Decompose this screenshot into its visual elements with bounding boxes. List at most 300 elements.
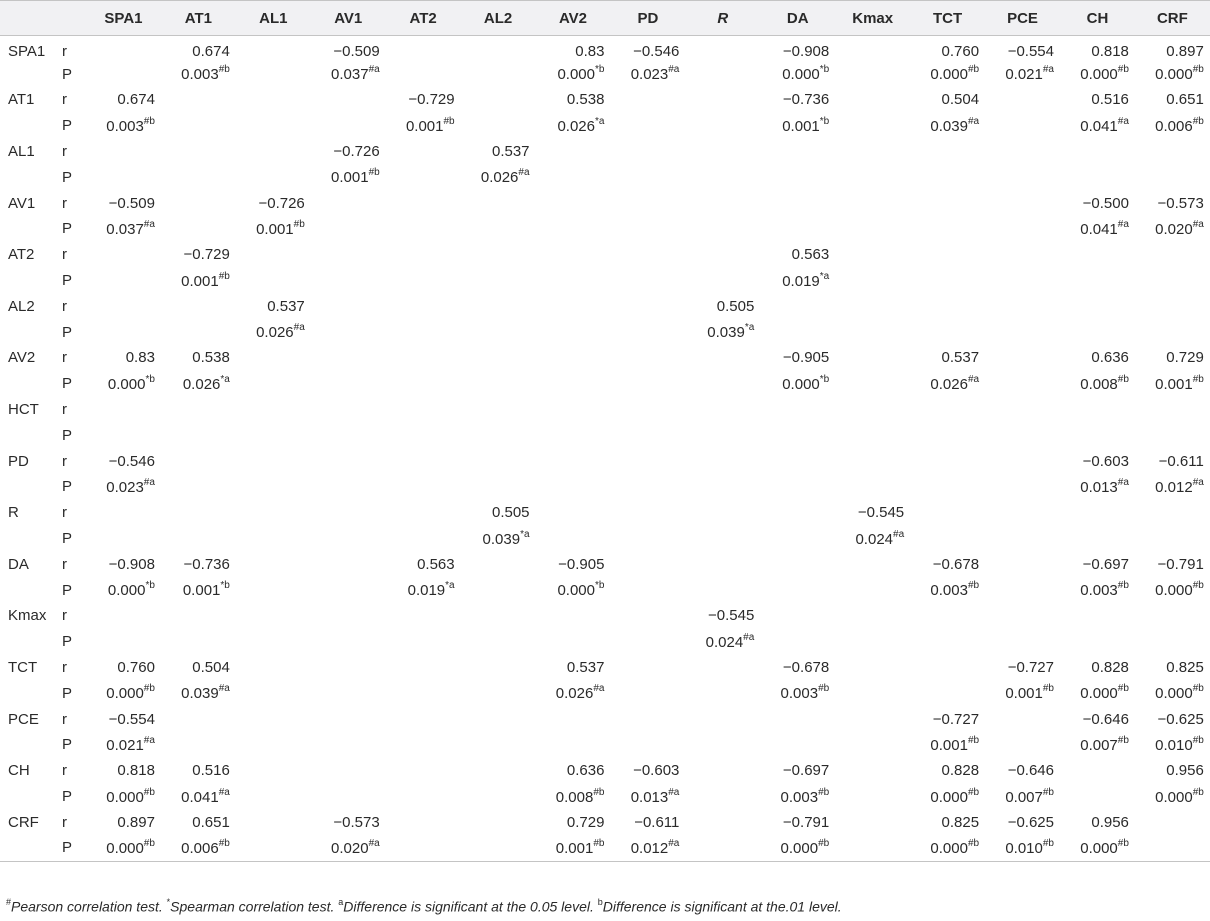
p-value-cell [311, 577, 386, 603]
r-value-cell: −0.545 [857, 504, 905, 522]
p-value-cell [1060, 732, 1135, 758]
column-header: AT2 [386, 1, 461, 36]
r-value-cell [536, 242, 611, 268]
r-value-cell [386, 345, 461, 371]
p-value: 0.037 [106, 220, 144, 238]
p-value-cell [685, 784, 760, 810]
p-value-cell [610, 526, 685, 552]
r-value-cell: 0.636 [1091, 349, 1129, 367]
r-value-cell: 0.825 [1166, 659, 1204, 677]
r-value-cell: −0.727 [1007, 659, 1054, 677]
p-value-cell [1060, 164, 1135, 190]
r-value-cell [685, 706, 760, 732]
significance-marker: #a [967, 115, 980, 127]
p-value: 0.000 [930, 788, 968, 806]
p-value: 0.001 [405, 117, 444, 135]
p-value-cell [236, 629, 311, 655]
r-value-cell [1060, 293, 1135, 319]
r-value-cell [835, 706, 910, 732]
r-value-cell: 0.828 [941, 762, 980, 780]
p-value-cell [985, 268, 1060, 294]
r-value-cell: 0.537 [566, 659, 605, 677]
p-value-cell [1060, 680, 1135, 706]
table-row [0, 422, 1210, 448]
r-value-cell [985, 706, 1060, 732]
p-value: 0.026 [930, 375, 968, 393]
row-variable-label: AT2 [8, 246, 35, 264]
r-value-cell: 0.83 [125, 349, 155, 367]
r-value-cell [461, 603, 536, 629]
table-row [0, 655, 1210, 681]
r-value-cell [86, 242, 161, 268]
r-value-cell: 0.505 [491, 504, 530, 522]
r-value-cell [236, 36, 311, 62]
significance-marker: #b [1042, 786, 1054, 798]
r-label: r [62, 504, 67, 522]
r-value-cell [311, 500, 386, 526]
p-label: P [56, 835, 86, 861]
p-label: P [62, 478, 73, 496]
significance-marker: *b [220, 580, 230, 592]
p-value-cell [161, 784, 236, 810]
significance-marker: #b [818, 786, 830, 798]
r-value-cell [985, 293, 1060, 319]
table-row [0, 474, 1210, 500]
p-value-cell [311, 474, 386, 500]
r-value-cell [985, 551, 1060, 577]
p-value: 0.024 [705, 633, 744, 651]
p-value: 0.000 [106, 788, 144, 806]
r-value-cell [760, 397, 835, 423]
r-value-cell [685, 242, 760, 268]
p-value-cell [685, 526, 760, 552]
r-value-cell: −0.625 [1157, 710, 1204, 728]
r-value-cell: −0.908 [782, 43, 830, 61]
p-value: 0.021 [1005, 66, 1043, 84]
p-value: 0.026 [256, 324, 294, 342]
p-value-cell [461, 732, 536, 758]
table-header [0, 1, 1210, 36]
r-value-cell [311, 551, 386, 577]
p-value-cell [610, 319, 685, 345]
r-value-cell [236, 500, 311, 526]
p-value-cell [386, 216, 461, 242]
p-value-cell [461, 61, 536, 87]
row-variable-label: Kmax [8, 607, 47, 625]
p-value-cell [536, 732, 611, 758]
r-value-cell: −0.509 [333, 43, 380, 61]
r-value-cell [685, 36, 760, 62]
p-value-cell [86, 319, 161, 345]
r-value-cell [536, 448, 611, 474]
footnote-marker: b [597, 897, 603, 907]
p-value-cell [685, 732, 760, 758]
p-value-cell [86, 268, 161, 294]
p-value-cell [536, 268, 611, 294]
p-value-cell [760, 835, 835, 861]
significance-marker: #b [143, 786, 155, 798]
p-value: 0.039 [707, 324, 745, 342]
p-value-cell [760, 371, 835, 397]
p-value-cell [910, 526, 985, 552]
p-value: 0.003 [930, 582, 968, 600]
r-value-cell [685, 190, 760, 216]
p-value-cell [536, 319, 611, 345]
p-value-cell [161, 577, 236, 603]
p-value-cell [86, 680, 161, 706]
r-value-cell [910, 655, 985, 681]
r-value-cell [685, 345, 760, 371]
p-value-cell [1135, 577, 1210, 603]
p-value: 0.000 [106, 839, 144, 857]
p-value-cell [236, 474, 311, 500]
significance-marker: *b [595, 64, 605, 76]
r-value-cell: 0.674 [117, 91, 155, 109]
r-value-cell [311, 758, 386, 784]
r-value-cell [461, 706, 536, 732]
column-header [0, 1, 56, 36]
p-value-cell [1060, 835, 1135, 861]
p-value-cell [1135, 835, 1210, 861]
p-value: 0.013 [1080, 478, 1118, 496]
p-value-cell [161, 113, 236, 139]
p-value-cell [760, 216, 835, 242]
p-value: 0.037 [331, 66, 369, 84]
p-value-cell [760, 474, 835, 500]
r-value-cell [536, 706, 611, 732]
p-value-cell [760, 422, 835, 448]
r-value-cell [536, 345, 611, 371]
r-value-cell [1060, 242, 1135, 268]
r-value-cell [985, 190, 1060, 216]
p-value: 0.012 [1155, 478, 1193, 496]
p-value-cell [311, 216, 386, 242]
table-row [0, 784, 1210, 810]
p-value-cell [1135, 732, 1210, 758]
significance-marker: #b [1192, 373, 1204, 385]
p-value-cell [86, 629, 161, 655]
p-value-cell [236, 268, 311, 294]
r-value-cell: −0.729 [183, 246, 230, 264]
r-value-cell [835, 345, 910, 371]
table-row [0, 164, 1210, 190]
r-value-cell [86, 397, 161, 423]
p-value-cell [386, 113, 461, 139]
r-value-cell [1060, 603, 1135, 629]
p-value-cell [536, 371, 611, 397]
r-value-cell: −0.678 [782, 659, 830, 677]
p-value: 0.000 [782, 375, 820, 393]
p-value-cell [461, 474, 536, 500]
r-value-cell [835, 190, 910, 216]
p-value-cell [835, 835, 910, 861]
p-value-cell [985, 526, 1060, 552]
table-row [0, 603, 1210, 629]
column-header: DA [760, 1, 835, 36]
r-value-cell: 0.83 [575, 43, 605, 61]
r-value-cell [1135, 500, 1210, 526]
r-value-cell [161, 603, 236, 629]
p-value: 0.041 [1080, 220, 1118, 238]
significance-marker: #b [218, 64, 230, 76]
p-value-cell [1135, 268, 1210, 294]
p-value: 0.000 [780, 839, 819, 857]
p-value-cell [461, 835, 536, 861]
p-value: 0.000 [1155, 788, 1193, 806]
r-value-cell: −0.573 [333, 813, 380, 831]
p-value-cell [161, 61, 236, 87]
p-value-cell [461, 784, 536, 810]
significance-marker: #b [593, 837, 605, 849]
p-value: 0.001 [555, 839, 594, 857]
p-value: 0.026 [557, 117, 595, 135]
column-header: AL2 [461, 1, 536, 36]
r-value-cell: −0.500 [1082, 194, 1129, 212]
r-value-cell [685, 809, 760, 835]
p-value-cell [86, 784, 161, 810]
r-value-cell: 0.825 [941, 813, 980, 831]
r-value-cell [386, 758, 461, 784]
r-value-cell: −0.729 [408, 91, 455, 109]
r-value-cell [161, 397, 236, 423]
column-header: AL1 [236, 1, 311, 36]
p-value-cell [760, 164, 835, 190]
r-value-cell [610, 500, 685, 526]
p-value-cell [386, 61, 461, 87]
p-value-cell [161, 371, 236, 397]
r-value-cell [461, 242, 536, 268]
table-row [0, 61, 1210, 87]
p-value-cell [610, 629, 685, 655]
row-variable-label: CH [8, 762, 30, 780]
r-value-cell: −0.736 [183, 555, 230, 573]
p-value-cell [86, 577, 161, 603]
p-value-cell [760, 732, 835, 758]
r-value-cell [311, 706, 386, 732]
p-value-cell [86, 732, 161, 758]
p-value-cell [835, 784, 910, 810]
r-value-cell [386, 242, 461, 268]
p-value-cell [610, 422, 685, 448]
significance-marker: #a [1117, 218, 1129, 230]
r-value-cell [685, 758, 760, 784]
p-value: 0.003 [181, 66, 219, 84]
significance-marker: #b [967, 786, 980, 798]
p-value: 0.020 [331, 839, 369, 857]
p-value-cell [1060, 113, 1135, 139]
r-value-cell [1135, 809, 1210, 835]
p-value-cell [311, 371, 386, 397]
p-value-cell [760, 784, 835, 810]
column-header: AT1 [161, 1, 236, 36]
r-value-cell: 0.729 [566, 813, 605, 831]
p-value: 0.000 [1080, 66, 1118, 84]
p-value-cell [1135, 164, 1210, 190]
r-value-cell [236, 345, 311, 371]
r-value-cell [910, 500, 985, 526]
r-value-cell [760, 448, 835, 474]
significance-marker: #a [293, 322, 305, 334]
p-value-cell [461, 268, 536, 294]
p-value-cell [685, 422, 760, 448]
significance-marker: #b [593, 786, 605, 798]
r-value-cell [161, 87, 236, 113]
r-value-cell [536, 293, 611, 319]
r-value-cell: 0.563 [417, 555, 455, 573]
r-value-cell [835, 242, 910, 268]
p-value: 0.003 [106, 117, 144, 135]
p-value-cell [685, 268, 760, 294]
r-value-cell [1135, 242, 1210, 268]
p-label: P [62, 220, 73, 238]
r-value-cell: −0.791 [1157, 555, 1204, 573]
column-header: SPA1 [86, 1, 161, 36]
r-value-cell [835, 36, 910, 62]
row-variable-label: CRF [8, 813, 39, 831]
table-row [0, 835, 1210, 861]
significance-marker: #b [1192, 115, 1204, 127]
table-row [0, 87, 1210, 113]
r-value-cell [610, 655, 685, 681]
p-label: P [62, 581, 73, 599]
p-value-cell [536, 474, 611, 500]
significance-marker: *a [819, 270, 830, 282]
p-value-cell [610, 474, 685, 500]
p-value-cell [610, 680, 685, 706]
r-value-cell [610, 397, 685, 423]
p-value-cell [685, 164, 760, 190]
p-value-cell [1060, 371, 1135, 397]
p-value-cell [311, 61, 386, 87]
p-value-cell [1135, 784, 1210, 810]
r-value-cell [685, 448, 760, 474]
r-value-cell [236, 242, 311, 268]
r-value-cell [985, 397, 1060, 423]
r-label: r [62, 349, 67, 367]
p-value-cell [985, 113, 1060, 139]
p-value: 0.039 [482, 530, 521, 548]
r-value-cell [610, 603, 685, 629]
p-value-cell [835, 61, 910, 87]
r-value-cell [236, 87, 311, 113]
p-value-cell [236, 422, 311, 448]
footnote-text: Difference is significant at the.01 level. [602, 898, 842, 915]
p-value-cell [311, 784, 386, 810]
p-value-cell [311, 422, 386, 448]
r-value-cell [1060, 758, 1135, 784]
p-value-cell [386, 835, 461, 861]
p-value-cell [311, 629, 386, 655]
p-value-cell [760, 113, 835, 139]
p-value-cell [985, 164, 1060, 190]
r-value-cell [236, 655, 311, 681]
r-value-cell [461, 448, 536, 474]
r-value-cell [760, 293, 835, 319]
table-row [0, 371, 1210, 397]
table-footnote [6, 898, 842, 915]
p-value-cell [685, 371, 760, 397]
p-value-cell [86, 113, 161, 139]
r-value-cell: 0.504 [941, 91, 980, 109]
p-value-cell [610, 784, 685, 810]
r-value-cell [386, 500, 461, 526]
p-value-cell [760, 319, 835, 345]
table-row [0, 397, 1210, 423]
r-value-cell [910, 448, 985, 474]
p-value-cell [835, 526, 910, 552]
footnote-marker: # [6, 897, 12, 907]
r-value-cell [236, 706, 311, 732]
p-value: 0.012 [630, 839, 669, 857]
p-value-cell [236, 371, 311, 397]
significance-marker: #a [143, 734, 155, 746]
r-value-cell [161, 706, 236, 732]
r-label: r [62, 452, 67, 470]
r-value-cell: 0.818 [1091, 43, 1129, 61]
r-value-cell: −0.554 [1007, 43, 1054, 61]
p-value-cell [910, 577, 985, 603]
row-variable-label: AL1 [8, 143, 35, 161]
p-value-cell [1060, 268, 1135, 294]
table-row [0, 268, 1210, 294]
significance-marker: #a [518, 167, 530, 179]
r-value-cell [985, 448, 1060, 474]
p-value: 0.000 [107, 375, 146, 393]
p-value: 0.026 [182, 375, 221, 393]
p-value-cell [835, 680, 910, 706]
p-value: 0.000 [107, 582, 146, 600]
p-value-cell [386, 784, 461, 810]
p-value-cell [311, 268, 386, 294]
r-value-cell: 0.674 [192, 43, 230, 61]
r-value-cell [461, 190, 536, 216]
p-value-cell [610, 61, 685, 87]
p-value-cell [835, 216, 910, 242]
r-label: r [62, 710, 67, 728]
r-value-cell [985, 242, 1060, 268]
significance-marker: #b [818, 683, 830, 695]
p-value-cell [1060, 422, 1135, 448]
r-value-cell [386, 139, 461, 165]
p-value-cell [610, 164, 685, 190]
r-label: r [62, 43, 67, 61]
p-value: 0.008 [555, 788, 594, 806]
p-value-cell [910, 61, 985, 87]
significance-marker: #b [1192, 580, 1204, 592]
p-value-cell [386, 422, 461, 448]
column-header: Kmax [835, 1, 910, 36]
p-value: 0.003 [780, 685, 819, 703]
p-value-cell [985, 835, 1060, 861]
r-value-cell [311, 242, 386, 268]
p-value: 0.013 [630, 788, 669, 806]
significance-marker: #a [143, 218, 155, 230]
p-value-cell [236, 61, 311, 87]
p-value-cell [161, 164, 236, 190]
significance-marker: #a [368, 64, 380, 76]
p-value-cell [311, 680, 386, 706]
p-value-cell [835, 268, 910, 294]
r-value-cell [311, 655, 386, 681]
r-value-cell [610, 293, 685, 319]
r-value-cell: 0.760 [117, 659, 155, 677]
p-value-cell [161, 835, 236, 861]
r-value-cell [1135, 293, 1210, 319]
r-value-cell [236, 139, 311, 165]
significance-marker: #a [1192, 476, 1204, 488]
p-value-cell [461, 629, 536, 655]
p-value-cell [161, 629, 236, 655]
